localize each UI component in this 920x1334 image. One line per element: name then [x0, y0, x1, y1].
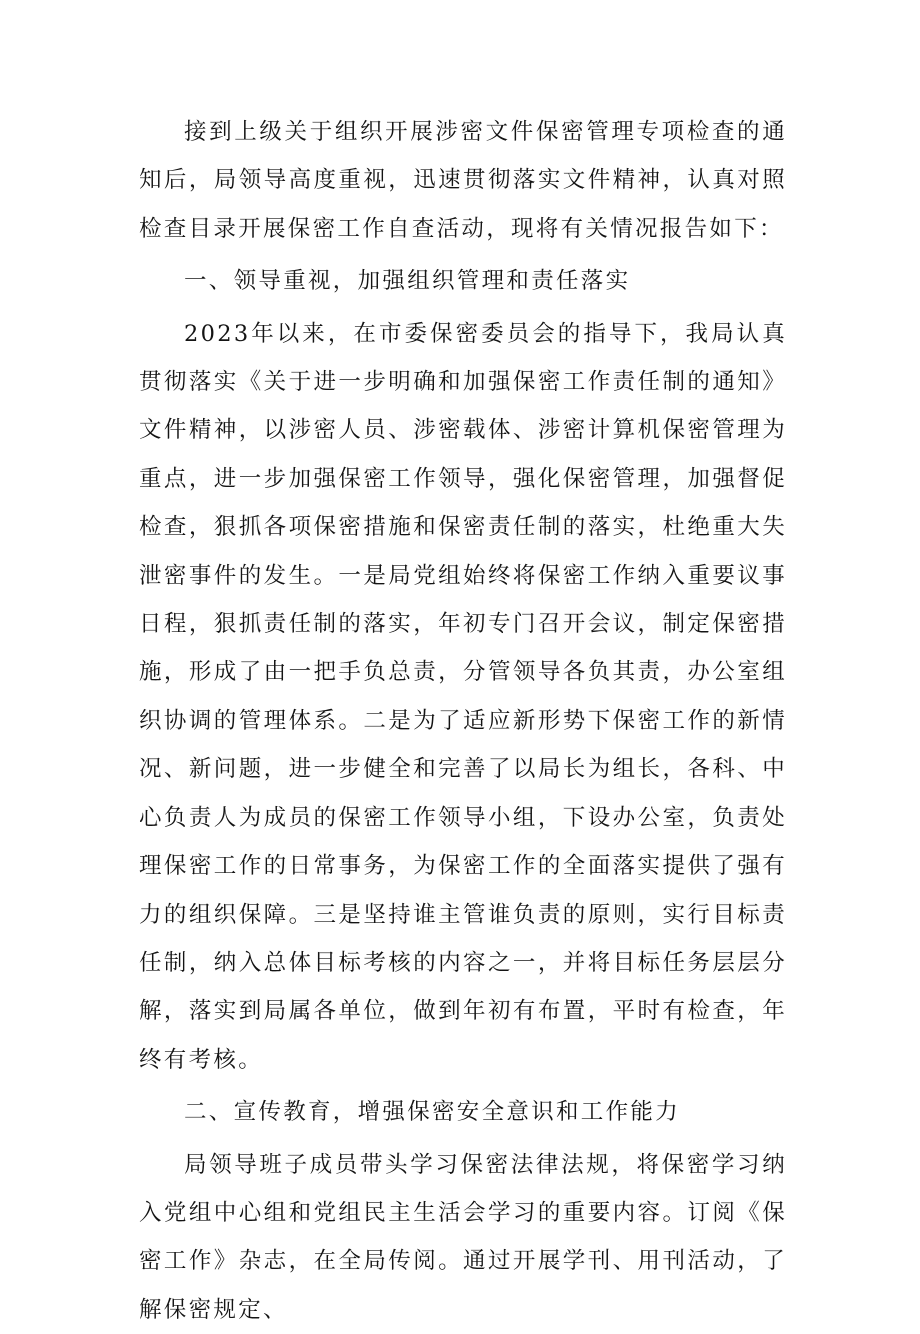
intro-paragraph: 接到上级关于组织开展涉密文件保密管理专项检查的通知后，局领导高度重视，迅速贯彻落实文件精神，认真对照检查目录开展保密工作自查活动，现将有关情况报告如下：: [139, 119, 787, 242]
document-body: [139, 108, 787, 1334]
section-2-paragraph: 局领导班子成员带头学习保密法律法规，将保密学习纳入党组中心组和党组民主生活会学习的重要内容。订阅《保密工作》杂志，在全局传阅。通过开展学刊、用刊活动，了解保密规定、: [139, 1151, 787, 1323]
section-2-heading: 二、宣传教育，增强保密安全意识和工作能力: [184, 1099, 681, 1126]
section-1-heading: 一、领导重视，加强组织管理和责任落实: [184, 268, 631, 295]
section-1-paragraph: 2023年以来，在市委保密委员会的指导下，我局认真贯彻落实《关于进一步明确和加强保密工作责任制的通知》文件精神，以涉密人员、涉密载体、涉密计算机保密管理为重点，进一步加强保密工作领导，强化保密管理，加强督促检查，狠抓各项保密措施和保密责任制的落实，杜绝重大失泄密事件的发生。一是局党组始终将保密工作纳入重要议事日程，狠抓责任制的落实，年初专门召开会议，制定保密措施，形成了由一把手负总责，分管领导各负其责，办公室组织协调的管理体系。二是为了适应新形势下保密工作的新情况、新问题，进一步健全和完善了以局长为组长，各科、中心负责人为成员的保密工作领导小组，下设办公室，负责处理保密工作的日常事务，为保密工作的全面落实提供了强有力的组织保障。三是坚持谁主管谁负责的原则，实行目标责任制，纳入总体目标考核的内容之一，并将目标任务层层分解，落实到局属各单位，做到年初有布置，平时有检查，年终有考核。: [139, 320, 787, 1073]
